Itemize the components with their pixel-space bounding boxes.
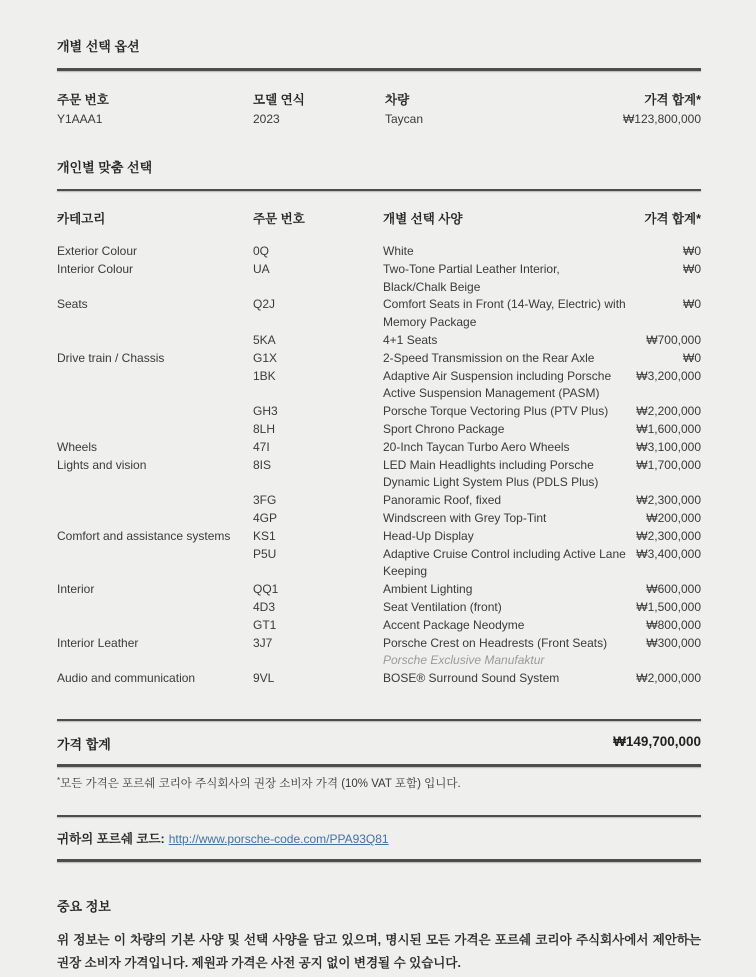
option-row [57, 350, 701, 368]
option-price: ₩300,000 [646, 635, 701, 650]
option-code: 9VL [253, 671, 275, 686]
option-code: 8LH [253, 421, 276, 436]
option-code: 1BK [253, 368, 276, 383]
option-row [57, 492, 701, 510]
option-description: LED Main Headlights including Porsche Dynamic Light System Plus (PDLS Plus) [383, 457, 599, 490]
header-option-description: 개별 선택 사양 [383, 212, 463, 226]
options-table-header-row [57, 212, 701, 226]
option-row [57, 528, 701, 546]
option-description: 4+1 Seats [383, 332, 438, 347]
vehicle-value: Taycan [385, 111, 424, 126]
option-price: ₩3,100,000 [636, 439, 701, 454]
important-info-body: 위 정보는 이 차량의 기본 사양 및 선택 사양을 담고 있으며, 명시된 모든 가격은 포르쉐 코리아 주식회사에서 제안하는 권장 소비자 가격입니다. 제원과 가격은 사전 공지 없이 변경될 수 있습니다. [57, 932, 701, 971]
divider [57, 859, 701, 862]
option-code: 0Q [253, 244, 270, 258]
porsche-code-link[interactable]: http://www.porsche-code.com/PPA93Q81 [168, 832, 389, 847]
option-description: BOSE® Surround Sound System [383, 671, 560, 686]
option-code: QQ1 [253, 582, 279, 597]
option-row [57, 670, 701, 688]
option-description: Seat Ventilation (front) [383, 599, 502, 614]
grand-total-label: 가격 합계 [57, 737, 111, 753]
header-vehicle: 차량 [385, 92, 410, 107]
option-price: ₩3,200,000 [636, 368, 701, 383]
section-title-individual-options: 개별 선택 옵션 [57, 39, 140, 54]
section-title-personalized-selection: 개인별 맞춤 선택 [57, 159, 153, 175]
option-row [57, 581, 701, 599]
vehicle-summary-header-row [57, 93, 701, 107]
header-category: 카테고리 [57, 212, 106, 226]
option-price: ₩2,000,000 [636, 671, 701, 686]
vat-footnote [57, 773, 701, 792]
option-description: Head-Up Display [383, 528, 474, 543]
vehicle-base-price: ₩123,800,000 [622, 111, 701, 126]
option-code: GT1 [253, 617, 277, 632]
divider [57, 68, 701, 71]
footnote-marker: * [57, 775, 61, 785]
divider [57, 719, 701, 722]
option-price: ₩700,000 [646, 332, 701, 347]
footnote-text: 모든 가격은 포르쉐 코리아 주식회사의 권장 소비자 가격 (10% VAT 포함) 입니다. [60, 777, 461, 790]
option-row [57, 635, 701, 671]
option-code: 4GP [253, 510, 278, 525]
option-price: ₩1,700,000 [636, 457, 701, 472]
option-row [57, 546, 701, 582]
option-price: ₩1,600,000 [636, 421, 701, 436]
option-row [57, 332, 701, 350]
option-category [57, 403, 253, 421]
option-row [57, 617, 701, 635]
option-category [57, 368, 253, 404]
header-option-price-total: 가격 합계* [644, 212, 701, 226]
option-category [57, 617, 253, 635]
option-category: Wheels [57, 439, 98, 454]
option-price: ₩600,000 [646, 582, 701, 597]
porsche-code-label: 귀하의 포르쉐 코드: [57, 832, 165, 847]
option-description: Panoramic Roof, fixed [383, 493, 502, 508]
divider [57, 189, 701, 192]
option-code: Q2J [253, 297, 276, 312]
option-description: Sport Chrono Package [383, 421, 505, 436]
option-description: Accent Package Neodyme [383, 617, 525, 632]
option-code: 5KA [253, 332, 276, 347]
divider [57, 815, 701, 818]
option-code: UA [253, 261, 270, 276]
header-option-order-number: 주문 번호 [253, 212, 305, 226]
option-note: Porsche Exclusive Manufaktur [383, 653, 545, 668]
model-year-value: 2023 [253, 111, 280, 126]
option-code: 4D3 [253, 599, 276, 614]
option-row [57, 510, 701, 528]
option-code: 8IS [253, 457, 272, 472]
option-code: GH3 [253, 404, 278, 419]
option-price: ₩3,400,000 [636, 546, 701, 561]
option-description: Adaptive Cruise Control including Active Lane Keeping [383, 546, 626, 579]
option-category [57, 421, 253, 439]
option-price: ₩0 [683, 244, 701, 258]
option-code: 47I [253, 439, 270, 454]
option-row [57, 261, 701, 297]
option-code: 3J7 [253, 635, 273, 650]
option-row [57, 457, 701, 493]
option-category [57, 332, 253, 350]
options-table-rows [57, 243, 701, 688]
header-price-total: 가격 합계* [644, 92, 701, 107]
option-row [57, 403, 701, 421]
option-code: P5U [253, 546, 277, 561]
option-price: ₩2,200,000 [636, 404, 701, 419]
header-model-year: 모델 연식 [253, 92, 305, 107]
important-info-title: 중요 정보 [57, 898, 111, 914]
option-description: Adaptive Air Suspension including Porsche Active Suspension Management (PASM) [383, 368, 612, 401]
option-description: 2-Speed Transmission on the Rear Axle [383, 350, 595, 365]
divider [57, 764, 701, 767]
option-price: ₩0 [683, 350, 701, 365]
option-row [57, 421, 701, 439]
option-price: ₩0 [683, 261, 701, 276]
option-category: Seats [57, 297, 88, 312]
option-description: Porsche Crest on Headrests (Front Seats) Porsche Exclusive Manufaktur [383, 635, 626, 671]
option-category: Exterior Colour [57, 244, 138, 258]
option-price: ₩2,300,000 [636, 493, 701, 508]
option-description: White [383, 244, 414, 258]
option-description: Ambient Lighting [383, 582, 473, 597]
option-row [57, 296, 701, 332]
option-category [57, 492, 253, 510]
option-row [57, 368, 701, 404]
option-category [57, 546, 253, 582]
option-price: ₩2,300,000 [636, 528, 701, 543]
option-category [57, 599, 253, 617]
order-number-value: Y1AAA1 [57, 111, 103, 126]
option-description: Windscreen with Grey Top-Tint [383, 510, 547, 525]
option-category: Audio and communication [57, 671, 196, 686]
option-description: Porsche Torque Vectoring Plus (PTV Plus) [383, 404, 609, 419]
option-description: Comfort Seats in Front (14-Way, Electric) with Memory Package [383, 297, 626, 330]
option-price: ₩800,000 [646, 617, 701, 632]
option-category: Drive train / Chassis [57, 350, 165, 365]
option-code: 3FG [253, 493, 277, 508]
porsche-code-row [57, 831, 701, 847]
option-category: Lights and vision [57, 457, 147, 472]
grand-total-value: ₩149,700,000 [613, 734, 701, 750]
option-description: Two-Tone Partial Leather Interior, Black/Chalk Beige [383, 261, 560, 294]
option-row [57, 599, 701, 617]
header-order-number: 주문 번호 [57, 92, 109, 107]
option-price: ₩1,500,000 [636, 599, 701, 614]
option-category [57, 510, 253, 528]
option-price: ₩200,000 [646, 510, 701, 525]
option-code: G1X [253, 350, 278, 365]
option-category: Comfort and assistance systems [57, 528, 231, 543]
option-category: Interior [57, 582, 95, 597]
option-description: 20-Inch Taycan Turbo Aero Wheels [383, 439, 570, 454]
option-code: KS1 [253, 528, 276, 543]
option-row [57, 439, 701, 457]
option-price: ₩0 [683, 297, 701, 312]
option-category: Interior Leather [57, 635, 139, 650]
grand-total-row [57, 734, 701, 753]
option-category: Interior Colour [57, 261, 134, 276]
vehicle-summary-value-row [57, 112, 701, 126]
option-row [57, 243, 701, 261]
